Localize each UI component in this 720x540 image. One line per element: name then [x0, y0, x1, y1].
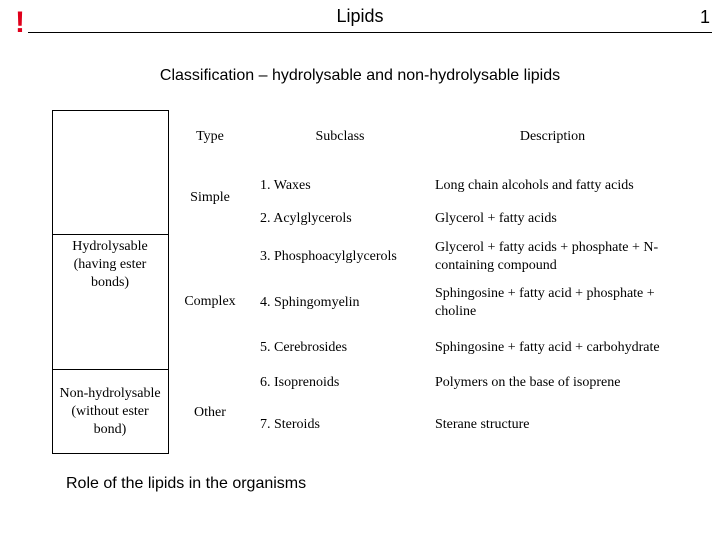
header-description: Description — [519, 129, 586, 144]
subclass-cell: 6. Isoprenoids — [260, 375, 340, 390]
row-divider — [52, 369, 169, 370]
section-heading-role: Role of the lipids in the organisms — [66, 475, 307, 492]
group-hydrolysable: Hydrolysable (having ester bonds) — [72, 239, 148, 290]
description-cell: Polymers on the base of isoprene — [435, 375, 621, 390]
subclass-cell: 7. Steroids — [260, 417, 320, 432]
column-divider-1 — [168, 110, 169, 453]
description-cell: Sphingosine + fatty acid + phosphate + choline — [435, 286, 655, 319]
row-divider — [52, 234, 169, 235]
exclamation-marker: ! — [15, 6, 25, 39]
subclass-cell: 1. Waxes — [260, 178, 311, 193]
table-border-bottom — [52, 453, 169, 454]
table-border-left — [52, 110, 53, 453]
header-type: Type — [196, 129, 224, 144]
slide-title: Lipids — [336, 6, 384, 26]
table-border-top — [52, 110, 169, 111]
type-complex: Complex — [184, 294, 236, 309]
type-simple: Simple — [190, 190, 230, 205]
slide-subtitle: Classification – hydrolysable and non-hydrolysable lipids — [159, 67, 561, 84]
description-cell: Sphingosine + fatty acid + carbohydrate — [435, 340, 660, 355]
subclass-cell: 3. Phosphoacylglycerols — [260, 249, 397, 264]
subclass-cell: 2. Acylglycerols — [260, 211, 352, 226]
description-cell: Glycerol + fatty acids — [435, 211, 557, 226]
subclass-cell: 5. Cerebrosides — [260, 340, 348, 355]
description-cell: Glycerol + fatty acids + phosphate + N-containing compound — [435, 240, 659, 273]
description-cell: Sterane structure — [435, 417, 530, 432]
page-number: 1 — [699, 7, 710, 27]
group-non-hydrolysable: Non-hydrolysable (without ester bond) — [59, 386, 161, 437]
type-other: Other — [194, 405, 226, 420]
description-cell: Long chain alcohols and fatty acids — [435, 178, 634, 193]
header-subclass: Subclass — [315, 129, 365, 144]
subclass-cell: 4. Sphingomyelin — [260, 295, 360, 310]
